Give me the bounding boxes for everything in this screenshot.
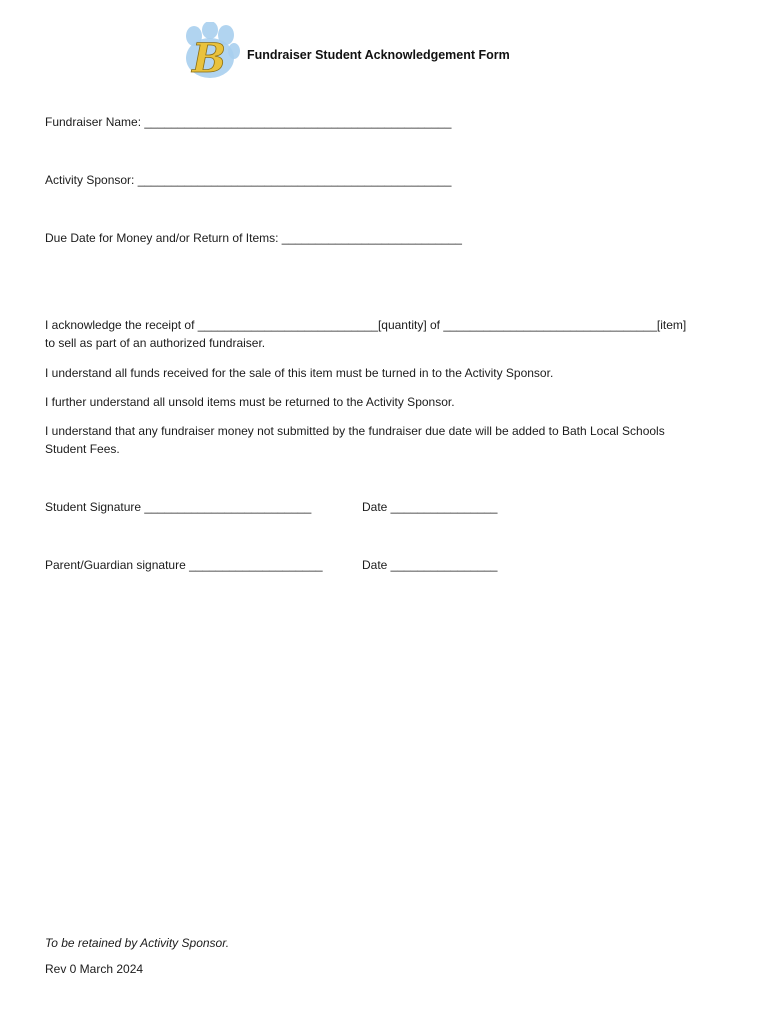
- receipt-statement-line2: to sell as part of an authorized fundraiser.: [45, 336, 266, 350]
- logo-letter: B: [192, 35, 226, 80]
- parent-date-field[interactable]: Date ________________: [362, 558, 498, 572]
- paw-b-logo-icon: [180, 22, 242, 80]
- student-signature-field[interactable]: Student Signature _________________________: [45, 500, 312, 514]
- funds-statement: I understand all funds received for the sale of this item must be turned in to the Activity Sponsor.: [45, 366, 554, 380]
- school-paw-logo: [180, 22, 242, 80]
- activity-sponsor-field[interactable]: Activity Sponsor: _______________________________________________: [45, 173, 452, 187]
- form-title: Fundraiser Student Acknowledgement Form: [247, 48, 510, 62]
- unsold-items-statement: I further understand all unsold items must be returned to the Activity Sponsor.: [45, 395, 455, 409]
- parent-signature-field[interactable]: Parent/Guardian signature ____________________: [45, 558, 323, 572]
- student-date-field[interactable]: Date ________________: [362, 500, 498, 514]
- fees-statement-line2: Student Fees.: [45, 442, 120, 456]
- due-date-field[interactable]: Due Date for Money and/or Return of Items: ___________________________: [45, 231, 462, 245]
- fundraiser-name-field[interactable]: Fundraiser Name: ______________________________________________: [45, 115, 452, 129]
- revision-label: Rev 0 March 2024: [45, 962, 144, 976]
- retention-note: To be retained by Activity Sponsor.: [45, 936, 230, 950]
- receipt-statement-line1[interactable]: I acknowledge the receipt of ___________________________[quantity] of ________________________________[item]: [45, 318, 687, 332]
- fees-statement-line1: I understand that any fundraiser money not submitted by the fundraiser due date will be added to Bath Local Schools: [45, 424, 665, 438]
